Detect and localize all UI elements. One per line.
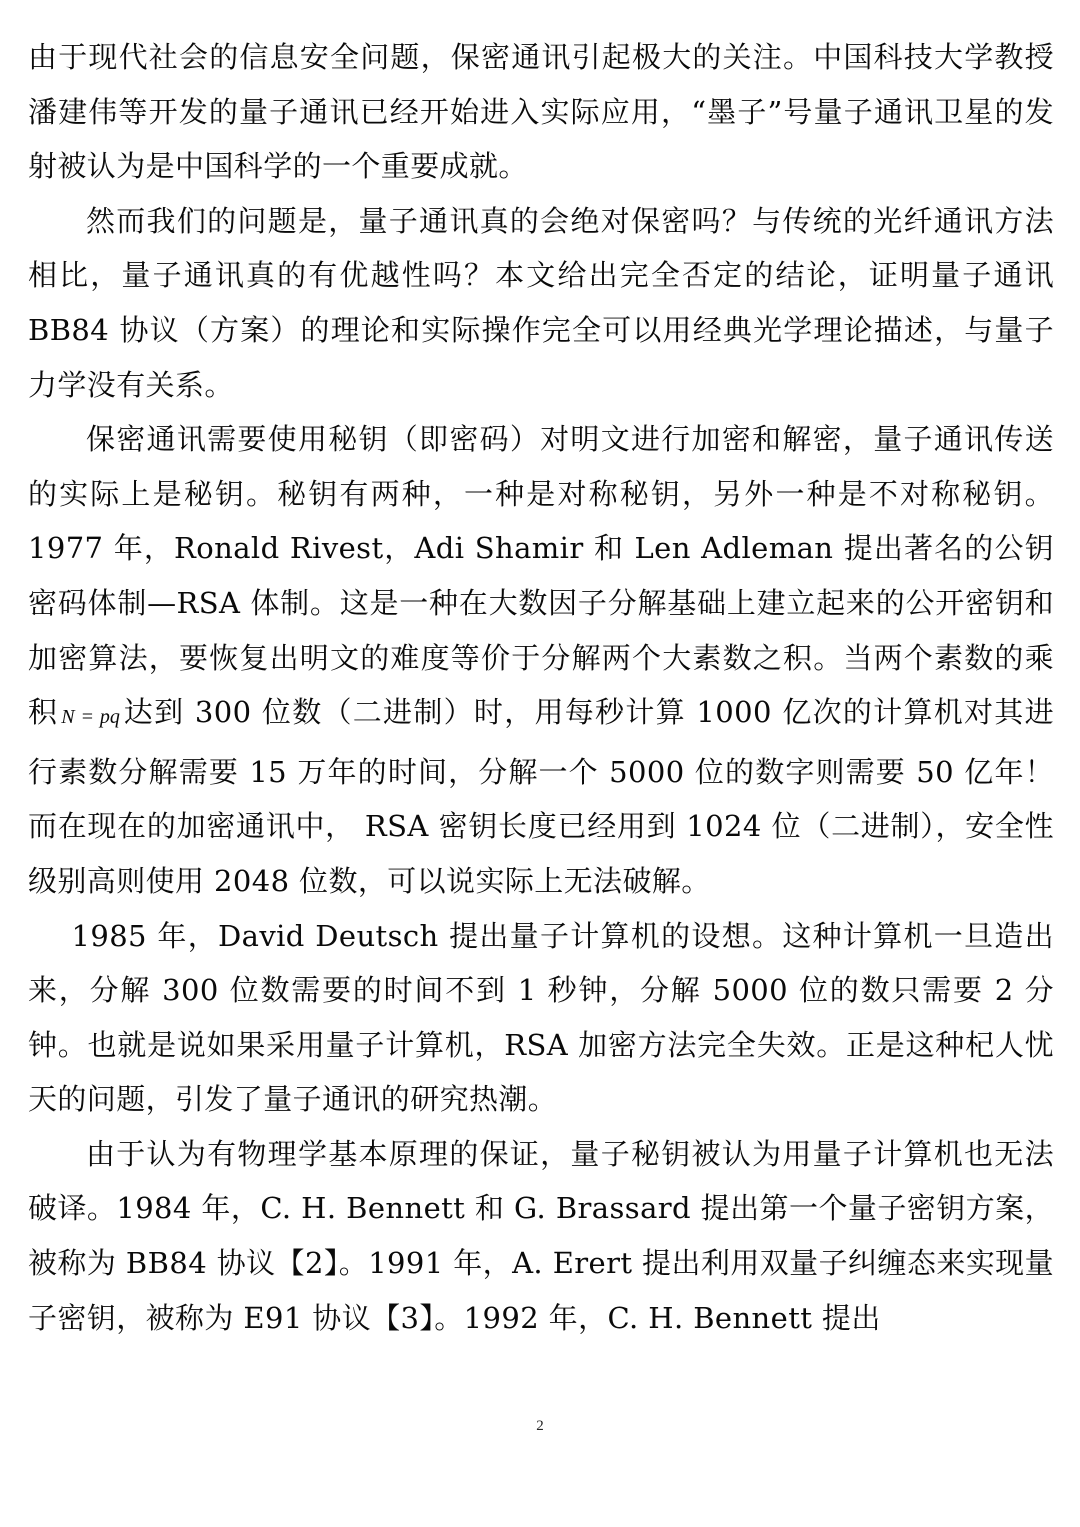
paragraph-rsa — [28, 412, 1054, 908]
paragraph-rsa-text-after: 达到 300 位数（二进制）时，用每秒计算 1000 亿次的计算机对其进行素数分解需要 15 万年的时间，分解一个 5000 位的数字则需要 50 亿年！而在现在的加密通讯中， RSA 密钥长度已经用到 1024 位（二进制），安全性级别高则使用 2048 位数，可以说实际上无法破解。 — [28, 695, 1054, 898]
paragraph-question: 然而我们的问题是，量子通讯真的会绝对保密吗？与传统的光纤通讯方法相比，量子通讯真的有优越性吗？本文给出完全否定的结论，证明量子通讯 BB84 协议（方案）的理论和实际操作完全可以用经典光学理论描述，与量子力学没有关系。 — [28, 203, 1054, 402]
formula-n-equals-pq: N = pq — [61, 706, 120, 729]
paragraph-quantum-computer: 1985 年，David Deutsch 提出量子计算机的设想。这种计算机一旦造出来，分解 300 位数需要的时间不到 1 秒钟，分解 5000 位的数只需要 2 分钟。也就是说如果采用量子计算机，RSA 加密方法完全失效。正是这种杞人忧天的问题，引发了量子通讯的研究热潮。 — [28, 918, 1054, 1117]
paragraph-rsa-text-before: 保密通讯需要使用秘钥（即密码）对明文进行加密和解密，量子通讯传送的实际上是秘钥。秘钥有两种，一种是对称秘钥，另外一种是不对称秘钥。1977 年，Ronald Rivest，Adi Shamir 和 Len Adleman 提出著名的公钥密码体制—RSA 体制。这是一种在大数因子分解基础上建立起来的公开密钥和加密算法，要恢复出明文的难度等价于分解两个大素数之积。当两个素数的乘积 — [28, 422, 1054, 730]
document-body — [28, 30, 1054, 1345]
page-number: 2 — [536, 1418, 544, 1434]
paragraph-intro: 由于现代社会的信息安全问题，保密通讯引起极大的关注。中国科技大学教授潘建伟等开发的量子通讯已经开始进入实际应用，“墨子”号量子通讯卫星的发射被认为是中国科学的一个重要成就。 — [28, 40, 1054, 184]
paragraph-protocols: 由于认为有物理学基本原理的保证，量子秘钥被认为用量子计算机也无法破译。1984 年，C. H. Bennett 和 G. Brassard 提出第一个量子密钥方案，被称为 BB84 协议【2】。1991 年，A. Erert 提出利用双量子纠缠态来实现量子密钥，被称为 E91 协议【3】。1992 年，C. H. Bennett 提出 — [28, 1136, 1054, 1335]
